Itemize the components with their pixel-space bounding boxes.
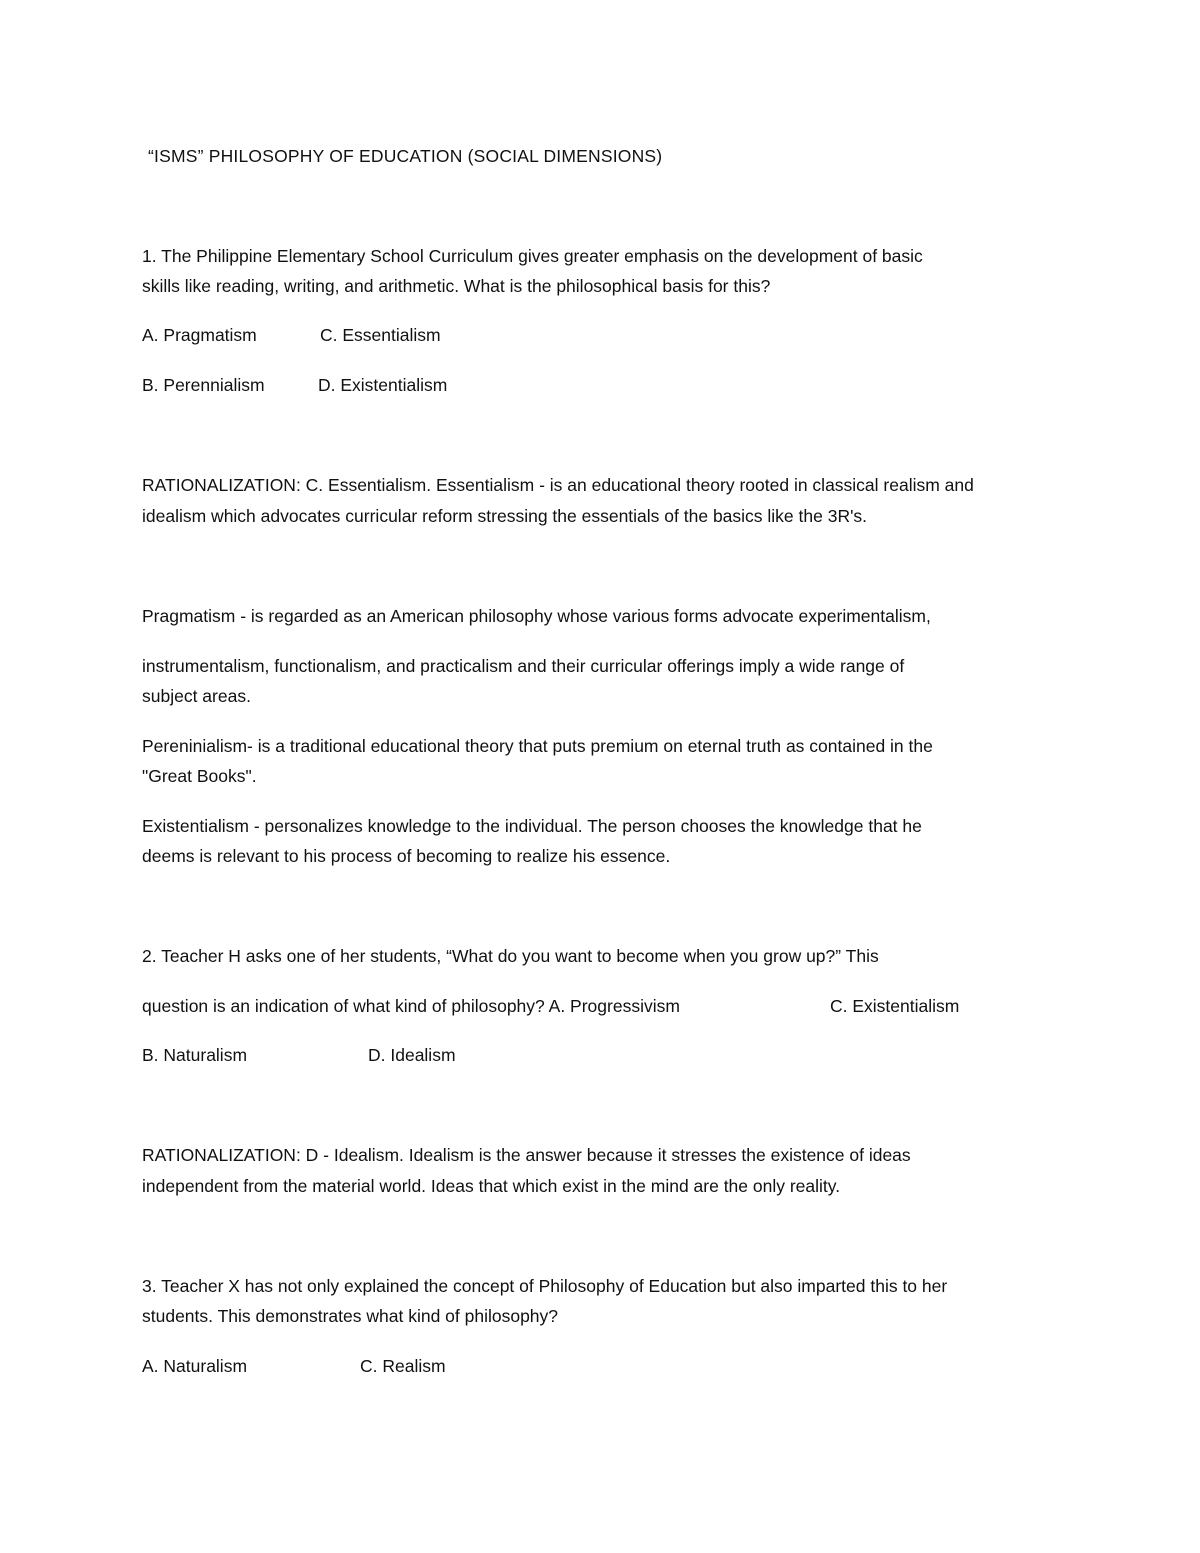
question-1-option-d: D. Existentialism [318, 375, 448, 395]
question-2-option-d: D. Idealism [368, 1045, 456, 1065]
question-3-text-line-1: 3. Teacher X has not only explained the concept of Philosophy of Education but also imparted this to her [142, 1276, 948, 1296]
perennialism-definition-line-1: Pereninialism- is a traditional educational theory that puts premium on eternal truth as contained in the [142, 736, 933, 756]
pragmatism-definition-line-3: subject areas. [142, 686, 251, 706]
document-title: “ISMS” PHILOSOPHY OF EDUCATION (SOCIAL DIMENSIONS) [148, 146, 663, 166]
existentialism-definition-line-2: deems is relevant to his process of becoming to realize his essence. [142, 846, 671, 866]
existentialism-definition-line-1: Existentialism - personalizes knowledge to the individual. The person chooses the knowledge that he [142, 816, 922, 836]
question-2-option-c: C. Existentialism [830, 996, 960, 1016]
question-2-text-line-1: 2. Teacher H asks one of her students, “What do you want to become when you grow up?” This [142, 946, 879, 966]
question-1-text-line-2: skills like reading, writing, and arithmetic. What is the philosophical basis for this? [142, 276, 771, 296]
question-3-option-c: C. Realism [360, 1356, 446, 1376]
question-3-text-line-2: students. This demonstrates what kind of philosophy? [142, 1306, 559, 1326]
question-3-option-a: A. Naturalism [142, 1356, 248, 1376]
pragmatism-definition-line-2: instrumentalism, functionalism, and practicalism and their curricular offerings imply a wide range of [142, 656, 905, 676]
question-1-rationalization-line-2: idealism which advocates curricular reform stressing the essentials of the basics like the 3R's. [142, 506, 868, 526]
question-1-option-c: C. Essentialism [320, 325, 441, 345]
question-1-option-a: A. Pragmatism [142, 325, 257, 345]
question-2-text-line-2: question is an indication of what kind of philosophy? A. Progressivism [142, 996, 680, 1016]
question-2-rationalization-line-1: RATIONALIZATION: D - Idealism. Idealism is the answer because it stresses the existence of ideas [142, 1145, 911, 1165]
perennialism-definition-line-2: "Great Books". [142, 766, 257, 786]
pragmatism-definition-line-1: Pragmatism - is regarded as an American philosophy whose various forms advocate experimentalism, [142, 606, 931, 626]
question-1-rationalization-line-1: RATIONALIZATION: C. Essentialism. Essentialism - is an educational theory rooted in classical realism and [142, 475, 974, 495]
question-2-option-b: B. Naturalism [142, 1045, 248, 1065]
question-1-text-line-1: 1. The Philippine Elementary School Curriculum gives greater emphasis on the development of basic [142, 246, 923, 266]
question-1-option-b: B. Perennialism [142, 375, 265, 395]
question-2-rationalization-line-2: independent from the material world. Ideas that which exist in the mind are the only reality. [142, 1176, 841, 1196]
